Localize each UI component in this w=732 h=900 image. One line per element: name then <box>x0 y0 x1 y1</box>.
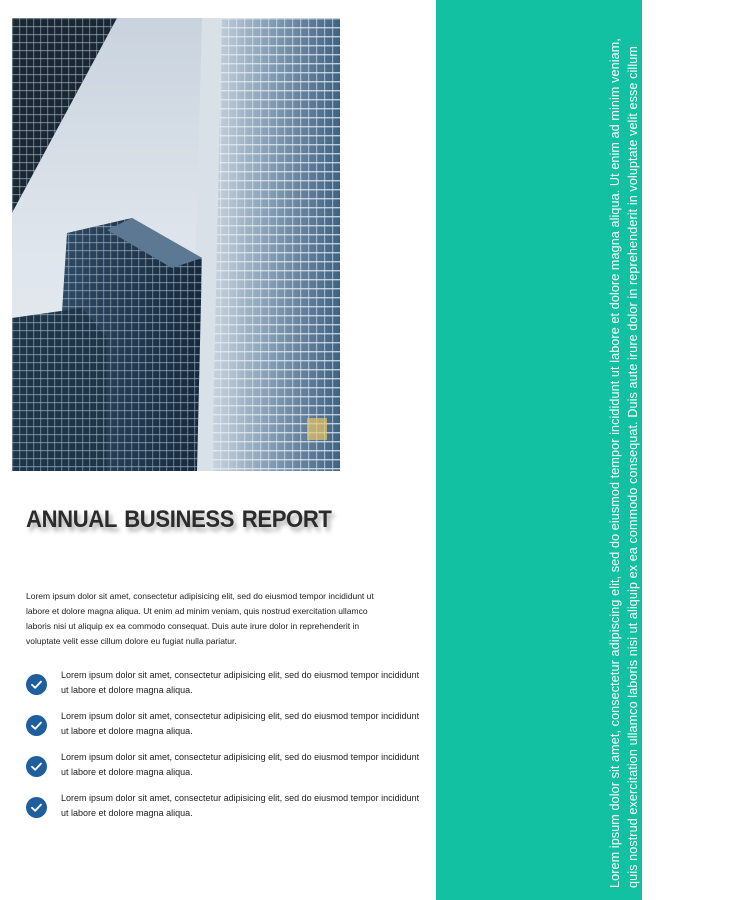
checklist-item <box>26 709 418 750</box>
check-circle-icon <box>26 715 47 736</box>
checklist-item <box>26 668 418 709</box>
checklist-item <box>26 791 418 832</box>
checklist <box>26 668 418 832</box>
check-circle-icon <box>26 674 47 695</box>
sidebar-vertical-text: Lorem ipsum dolor sit amet, consectetur adipiscing elit, sed do eiusmod tempor incididunt ut labore et dolore magna aliqua. Ut enim ad minim veniam, quis nostrud exercitation ullamco laboris nisi ut aliquip ex ea commodo consequat. Duis aute irure dolor in reprehenderit in voluptate velit esse cillum dolore eu fugiat nulla pariatur. Excepteur sint occaecat cupidatat non proident, sunt in culpa qui officia deserunt mollit anim id est laborum.Sed ut perspiciatis unde omnis iste natus error sit voluptatem accusantium doloremque laudantium, totam rem aperiam, eaque ipsa quae ab illo inventore veritatis et quasi architecto beatae vitae dicta sunt explicabo. Nemo enim ipsam voluptatem quia voluptas sit aspernatur aut odit aut fugit, sed quia consequuntur magni dolores eos qui ratione voluptatem sequi nesciunt. Neque porro quisquam est, qui dolorem i psum quia dolor sit amet, consectetur, adipisci velit, sed quia non numquam eius modi tempora incidunt ut labore et dolore magnam aliquam quaerat voluptatem. <box>608 28 730 888</box>
intro-paragraph: Lorem ipsum dolor sit amet, consectetur adipisicing elit, sed do eiusmod tempor incididunt ut labore et dolore magna aliqua. Ut enim ad minim veniam, quis nostrud exercitation ullamco laboris nisi ut aliquip ex ea commodo consequat. Duis aute irure dolor in reprehenderit in voluptate velit esse cillum dolore eu fugiat nulla pariatur. <box>26 591 374 646</box>
skyscraper-illustration <box>12 18 340 471</box>
checklist-item-text: Lorem ipsum dolor sit amet, consectetur adipisicing elit, sed do eiusmod tempor incididunt ut labore et dolore magna aliqua. <box>61 670 420 695</box>
checklist-item <box>26 750 418 791</box>
report-title: ANNUAL BUSINESS REPORT <box>26 506 332 533</box>
checklist-item-text: Lorem ipsum dolor sit amet, consectetur adipisicing elit, sed do eiusmod tempor incididunt ut labore et dolore magna aliqua. <box>61 711 420 736</box>
checklist-item-text: Lorem ipsum dolor sit amet, consectetur adipisicing elit, sed do eiusmod tempor incididunt ut labore et dolore magna aliqua. <box>61 793 420 818</box>
check-circle-icon <box>26 756 47 777</box>
sidebar-panel <box>436 0 730 900</box>
checklist-item-text: Lorem ipsum dolor sit amet, consectetur adipisicing elit, sed do eiusmod tempor incididunt ut labore et dolore magna aliqua. <box>61 752 420 777</box>
check-circle-icon <box>26 797 47 818</box>
cover-photo-skyscrapers <box>12 18 340 471</box>
